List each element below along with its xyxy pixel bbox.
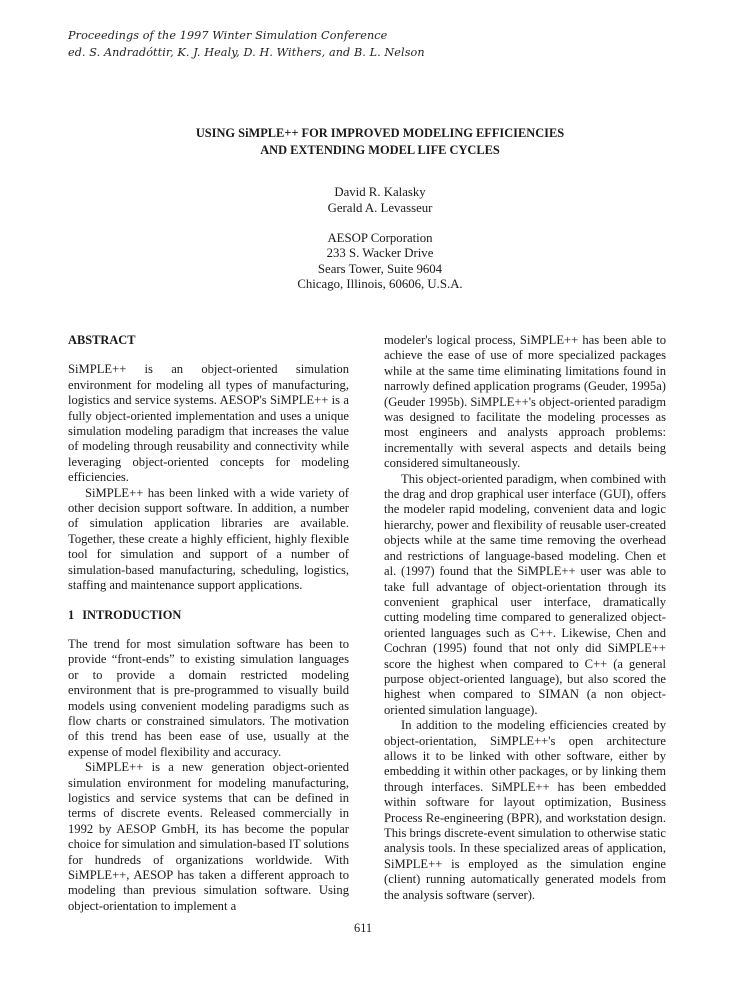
author-name: Gerald A. Levasseur: [327, 200, 433, 215]
proceedings-line: Proceedings of the 1997 Winter Simulation Conference: [68, 29, 388, 42]
abstract-heading: ABSTRACT: [68, 333, 136, 347]
body-paragraph: SiMPLE++ is a new generation object-oriented simulation environment for modeling manufacturing, logistics and service systems that can be defined in terms of discrete events. Released commercially in 1992 by AESOP GmbH, its has become the popular choice for simulation and simulation-based IT solutions for hundreds of organizations worldwide. With SiMPLE++, AESOP has taken a different approach to modeling than previous simulation software. Using object-orientation to implement a: [68, 760, 349, 913]
editors-line: ed. S. Andradóttir, K. J. Healy, D. H. Withers, and B. L. Nelson: [68, 46, 425, 59]
left-column: [68, 333, 349, 914]
page-number: 611: [354, 921, 373, 935]
author-name: David R. Kalasky: [334, 185, 426, 199]
right-column: [384, 333, 666, 903]
paper-title: [100, 125, 660, 159]
abstract-paragraph: SiMPLE++ is an object-oriented simulation environment for modeling all types of manufacturing, logistics and service systems. AESOP's SiMPLE++ is a fully object-oriented implementation and uses a unique simulation modeling paradigm that increases the value of modeling through reusability and connectivity while leveraging object-oriented concepts for modeling efficiencies.: [68, 362, 349, 485]
introduction-heading: [68, 608, 349, 623]
affiliation: [150, 231, 610, 293]
abstract-paragraph: SiMPLE++ has been linked with a wide variety of other decision support software. In addition, a number of simulation application libraries are available. Together, these create a highly efficient, highly flexible tool for simulation and support of a number of simulation-based manufacturing, scheduling, logistics, staffing and maintenance support applications.: [68, 485, 349, 593]
body-paragraph: This object-oriented paradigm, when combined with the drag and drop graphical user interface (GUI), offers the modeler rapid modeling, convenient data and logic hierarchy, power and flexibility of reusable user-created objects while at the same time removing the overhead and restrictions of language-based modeling. Chen et al. (1997) found that the SiMPLE++ user was able to take full advantage of object-orientation through its convenient graphical user interface, dramatically cutting modeling time compared to generalized object-oriented languages such as C++. Likewise, Chen and Cochran (1995) found that not only did SiMPLE++ score the highest when compared to C++ (a general purpose object-oriented language), but also scored the highest when compared to SIMAN (a non object-oriented simulation language).: [384, 471, 666, 717]
affiliation-city: Chicago, Illinois, 60606, U.S.A.: [297, 277, 463, 292]
author-list: [150, 185, 610, 216]
section-title: INTRODUCTION: [82, 607, 182, 622]
title-line-1: USING SiMPLE++ FOR IMPROVED MODELING EFFICIENCIES: [195, 126, 565, 140]
body-paragraph: modeler's logical process, SiMPLE++ has been able to achieve the ease of use of more specialized packages while at the same time eliminating limitations found in narrowly defined application programs (Geuder, 1995a) (Geuder 1995b). SiMPLE++'s object-oriented paradigm was designed to facilitate the modeling processes as most engineers and analysts approach problems: incrementally with several aspects and details being considered simultaneously.: [384, 333, 666, 471]
body-paragraph: The trend for most simulation software has been to provide “front-ends” to existing simulation languages or to provide a domain restricted modeling environment that is pre-programmed to visually build models using convenient modeling paradigms such as flow charts or constrained simulators. The motivation of this trend has been ease of use, usually at the expense of model flexibility and accuracy.: [68, 636, 349, 759]
section-number: 1: [68, 607, 75, 622]
body-paragraph: In addition to the modeling efficiencies created by object-orientation, SiMPLE++'s open architecture allows it to be linked with other software, either by embedding it within other packages, or by linking them through interfaces. SiMPLE++ has been embedded within software for layout optimization, Business Process Re-engineering (BPR), and workstation design. This brings discrete-event simulation to otherwise static analysis tools. In these specialized areas of application, SiMPLE++ is employed as the simulation engine (client) running automatically generated models from the analysis software (server).: [384, 718, 666, 902]
affiliation-building: Sears Tower, Suite 9604: [317, 261, 443, 276]
affiliation-street: 233 S. Wacker Drive: [326, 246, 434, 261]
title-line-2: AND EXTENDING MODEL LIFE CYCLES: [260, 143, 500, 157]
affiliation-organization: AESOP Corporation: [327, 231, 433, 245]
proceedings-header: [68, 27, 425, 61]
